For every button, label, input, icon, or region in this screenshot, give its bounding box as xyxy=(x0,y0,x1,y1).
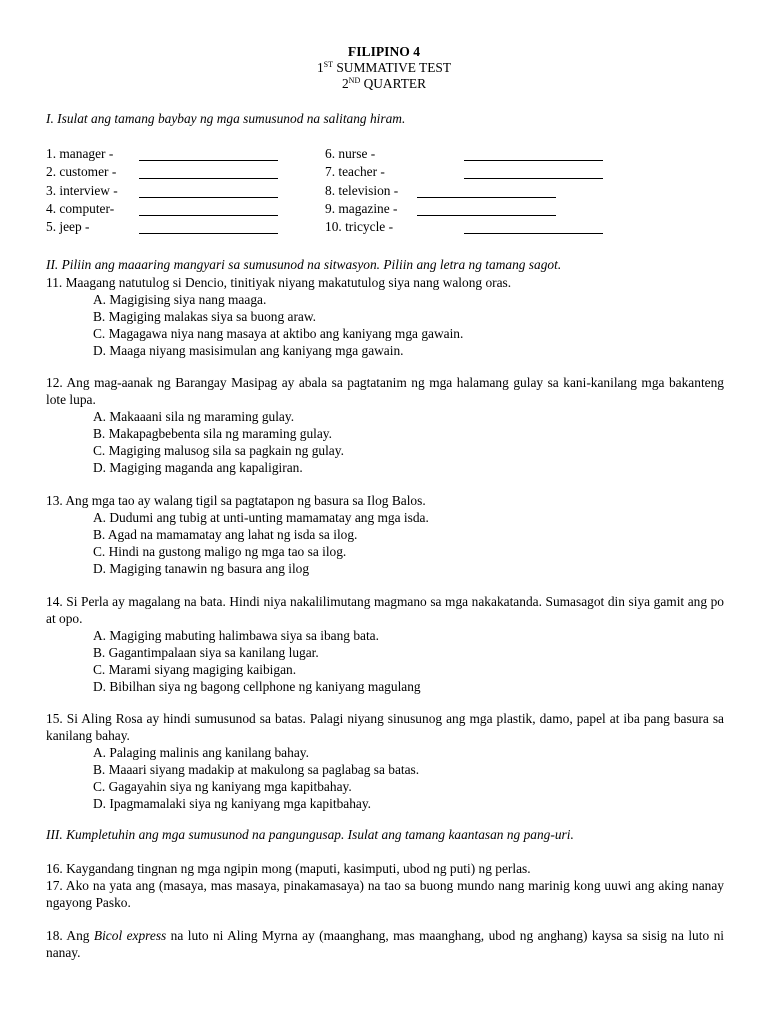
choice-a: A. Makaaani sila ng maraming gulay. xyxy=(93,409,295,424)
choice-a: A. Palaging malinis ang kanilang bahay. xyxy=(93,745,309,760)
choice-c: C. Gagayahin siya ng kaniyang mga kapitbahay. xyxy=(93,779,352,794)
question-11 xyxy=(46,274,724,359)
question-12 xyxy=(46,374,724,476)
q18-dish-name: Bicol express xyxy=(93,928,167,943)
vocab-item: 9. magazine - xyxy=(325,200,398,216)
choice-b: B. Magiging malakas siya sa buong araw. xyxy=(93,309,317,324)
choice-d: D. Magiging maganda ang kapaligiran. xyxy=(93,460,303,475)
answer-blank[interactable] xyxy=(464,233,603,234)
quarter-label: QUARTER xyxy=(360,76,427,91)
vocab-row xyxy=(46,219,726,237)
test-header xyxy=(0,44,768,92)
choice-d: D. Maaga niyang masisimulan ang kaniyang mga gawain. xyxy=(93,343,404,358)
answer-blank[interactable] xyxy=(139,215,278,216)
part3-instruction: III. Kumpletuhin ang mga sumusunod na pangungusap. Isulat ang tamang kaantasan ng pang-uri. xyxy=(46,827,574,842)
answer-blank[interactable] xyxy=(139,197,278,198)
choice-b: B. Agad na mamamatay ang lahat ng isda sa ilog. xyxy=(93,527,358,542)
answer-blank[interactable] xyxy=(464,178,603,179)
question-stem: 15. Si Aling Rosa ay hindi sumusunod sa batas. Palagi niyang sinusunog ang mga plastik, damo, papel at iba pang basura sa kanilang bahay. xyxy=(46,711,724,743)
question-13 xyxy=(46,492,724,577)
question-14 xyxy=(46,593,724,695)
question-16: 16. Kaygandang tingnan ng mga ngipin mong (maputi, kasimputi, ubod ng puti) ng perlas. xyxy=(46,861,531,876)
vocab-item: 7. teacher - xyxy=(325,164,385,180)
answer-blank[interactable] xyxy=(464,160,603,161)
question-stem: 13. Ang mga tao ay walang tigil sa pagtatapon ng basura sa Ilog Balos. xyxy=(46,493,426,508)
choice-b: B. Makapagbebenta sila ng maraming gulay. xyxy=(93,426,332,441)
vocab-item: 4. computer- xyxy=(46,200,115,216)
question-15 xyxy=(46,710,724,812)
question-17: 17. Ako na yata ang (masaya, mas masaya, pinakamasaya) na tao sa buong mundo nang marinig kong uuwi ang aking nanay ngayong Pasko. xyxy=(46,878,724,910)
answer-blank[interactable] xyxy=(139,233,278,234)
vocab-row xyxy=(46,201,726,219)
answer-blank[interactable] xyxy=(139,178,278,179)
vocab-item: 5. jeep - xyxy=(46,219,90,235)
vocab-item: 3. interview - xyxy=(46,182,118,198)
vocab-row xyxy=(46,164,726,182)
question-stem: 14. Si Perla ay magalang na bata. Hindi niya nakalilimutang magmano sa mga nakakatanda. Sumasagot din siya gamit ang po at opo. xyxy=(46,594,724,626)
vocab-row xyxy=(46,146,726,164)
q18-text-start: 18. Ang xyxy=(46,928,94,943)
vocab-list xyxy=(46,146,726,237)
question-18 xyxy=(46,927,724,961)
choice-c: C. Hindi na gustong maligo ng mga tao sa ilog. xyxy=(93,544,347,559)
answer-blank[interactable] xyxy=(139,160,278,161)
quarter-number: 2 xyxy=(341,76,349,91)
part1-instruction: I. Isulat ang tamang baybay ng mga sumusunod na salitang hiram. xyxy=(46,111,406,126)
part2-instruction: II. Piliin ang maaaring mangyari sa sumusunod na sitwasyon. Piliin ang letra ng tamang sagot. xyxy=(46,257,562,272)
q18-text-end: na luto ni Aling Myrna ay (maanghang, mas maanghang, ubod ng anghang) kaysa sa sisig na luto ni nanay. xyxy=(46,928,724,960)
question-stem: 12. Ang mag-aanak ng Barangay Masipag ay abala sa pagtatanim ng mga halamang gulay sa kani-kanilang mga bakanteng lote lupa. xyxy=(46,375,724,407)
vocab-item: 1. manager - xyxy=(46,146,114,161)
answer-blank[interactable] xyxy=(417,215,556,216)
choice-d: D. Magiging tanawin ng basura ang ilog xyxy=(93,561,310,576)
vocab-item: 8. television - xyxy=(325,182,399,198)
vocab-item: 10. tricycle - xyxy=(325,219,394,235)
quarter-ordinal: ND xyxy=(348,76,361,85)
test-label: SUMMATIVE TEST xyxy=(333,60,452,75)
question-stem: 11. Maagang natutulog si Dencio, tinitiyak niyang makatutulog siya nang walong oras. xyxy=(46,275,512,290)
vocab-item: 6. nurse - xyxy=(325,146,376,161)
choice-b: B. Gagantimpalaan siya sa kanilang lugar. xyxy=(93,645,319,660)
choice-c: C. Magiging malusog sila sa pagkain ng gulay. xyxy=(93,443,344,458)
choice-a: A. Magiging mabuting halimbawa siya sa ibang bata. xyxy=(93,628,379,643)
choice-a: A. Magigising siya nang maaga. xyxy=(93,292,267,307)
choice-c: C. Marami siyang magiging kaibigan. xyxy=(93,662,297,677)
choice-a: A. Dudumi ang tubig at unti-unting mamamatay ang mga isda. xyxy=(93,510,429,525)
choice-c: C. Magagawa niya nang masaya at aktibo ang kaniyang mga gawain. xyxy=(93,326,464,341)
test-ordinal: ST xyxy=(323,60,333,69)
choice-d: D. Ipagmamalaki siya ng kaniyang mga kapitbahay. xyxy=(93,796,372,811)
test-number: 1 xyxy=(316,60,324,75)
choice-d: D. Bibilhan siya ng bagong cellphone ng kaniyang magulang xyxy=(93,679,421,694)
subject-title: FILIPINO 4 xyxy=(347,44,421,59)
quarter-title xyxy=(0,76,768,92)
test-title xyxy=(0,60,768,76)
vocab-item: 2. customer - xyxy=(46,164,117,180)
answer-blank[interactable] xyxy=(417,197,556,198)
choice-b: B. Maaari siyang madakip at makulong sa paglabag sa batas. xyxy=(93,762,420,777)
vocab-row xyxy=(46,183,726,201)
